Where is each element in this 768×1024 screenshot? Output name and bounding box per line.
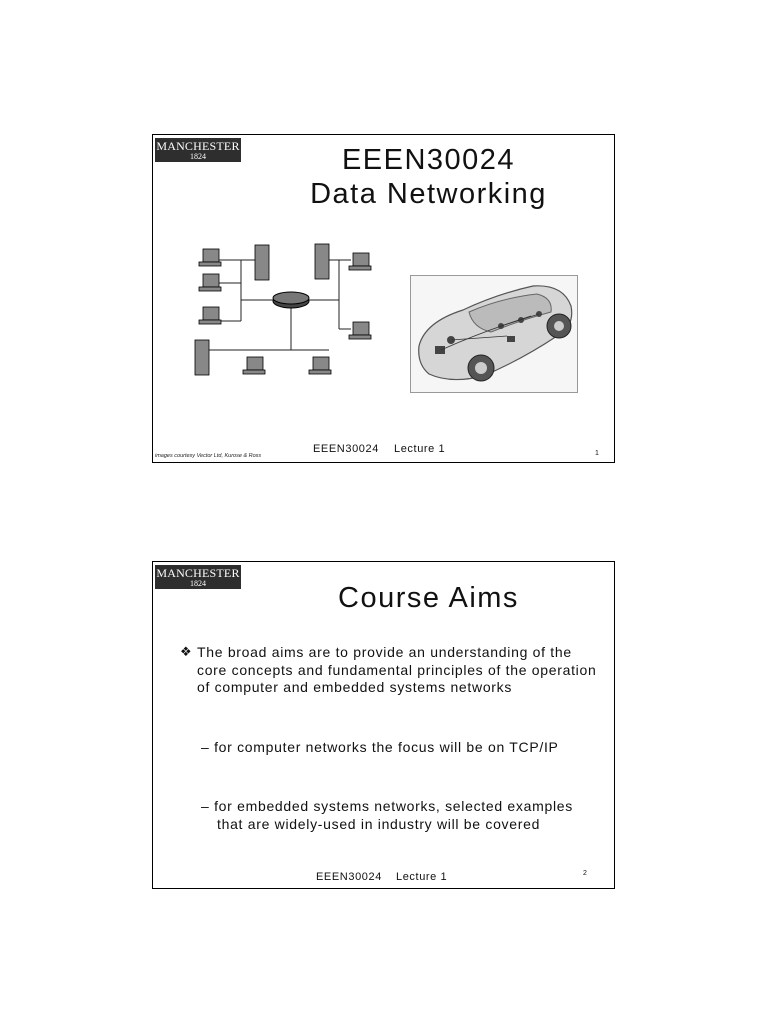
car-outline-icon xyxy=(411,276,577,392)
footer-lecture: Lecture 1 xyxy=(394,443,446,455)
page-number: 1 xyxy=(595,450,599,457)
slide-title-line2: Data Networking xyxy=(310,178,547,210)
footer-course-code: EEEN30024 xyxy=(316,871,382,883)
sub-bullet-tcpip: – for computer networks the focus will be on TCP/IP xyxy=(201,739,559,755)
footer-course-code: EEEN30024 xyxy=(313,443,379,455)
slide-title-line1: EEEN30024 xyxy=(341,144,516,176)
logo-year: 1824 xyxy=(190,152,206,161)
bullet-main-text: The broad aims are to provide an understanding of the core concepts and fundamental principles of the operation of computer and embedded systems networks xyxy=(197,644,597,696)
manchester-logo xyxy=(155,138,241,162)
slide-1 xyxy=(152,134,615,463)
logo-year: 1824 xyxy=(190,579,206,588)
car-image xyxy=(410,275,578,393)
diamond-bullet-icon: ❖ xyxy=(180,644,192,659)
manchester-logo xyxy=(155,565,241,589)
slide-title: Course Aims xyxy=(338,582,519,614)
network-diagram-image xyxy=(189,237,389,387)
footer-lecture: Lecture 1 xyxy=(396,871,448,883)
page-number: 2 xyxy=(583,870,587,877)
image-credit: images courtesy Vector Ltd, Kurose & Ross xyxy=(155,453,262,459)
logo-name: MANCHESTER xyxy=(156,566,240,580)
slide-2 xyxy=(152,561,615,889)
sub-bullet-embedded: – for embedded systems networks, selected examples that are widely-used in industry will be covered xyxy=(201,798,573,832)
logo-name: MANCHESTER xyxy=(156,139,240,153)
